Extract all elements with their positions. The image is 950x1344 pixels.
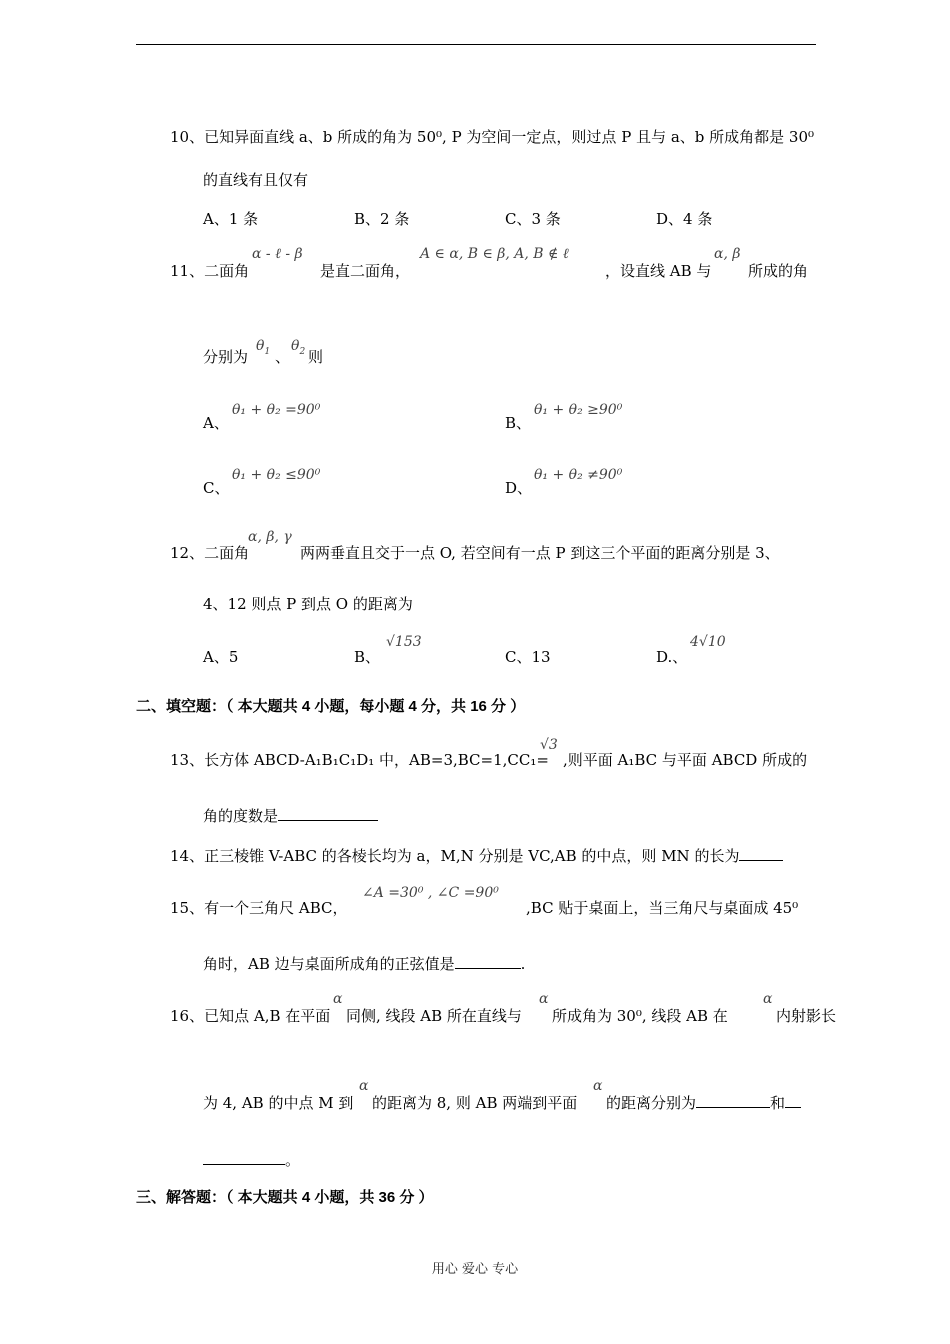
q16-alpha-4: α	[359, 1078, 369, 1094]
q11-line2a: 分别为	[203, 348, 249, 366]
q16-f: 的距离为 8, 则 AB 两端到平面	[372, 1094, 578, 1112]
q13-b: ,则平面 A₁BC 与平面 ABCD 所成的	[563, 751, 808, 769]
q16-alpha-3: α	[763, 991, 773, 1007]
q11-math-condition: A ∈ α, B ∈ β, A, B ∉ ℓ	[420, 246, 569, 262]
q12-option-b-math: √153	[386, 634, 422, 650]
q11-option-c-label: C、	[203, 479, 230, 497]
q11-end: 所成的角	[748, 262, 809, 280]
q11-option-a-label: A、	[203, 414, 229, 432]
q11-prefix: 11、二面角	[170, 262, 250, 280]
q12-rest: 两两垂直且交于一点 O, 若空间有一点 P 到这三个平面的距离分别是 3、	[300, 544, 780, 562]
q15-answer-blank[interactable]	[455, 954, 521, 969]
q12-math-planes: α, β, γ	[248, 529, 292, 545]
q11-line2b: 、	[275, 348, 291, 366]
q10-option-a: A、1 条	[203, 210, 259, 228]
q12-line2: 4、12 则点 P 到点 O 的距离为	[203, 595, 413, 613]
q11-mid: 是直二面角，	[320, 262, 411, 280]
q13-math-sqrt3: √3	[540, 737, 558, 753]
q16-line3: 。	[203, 1150, 300, 1170]
q12-option-a: A、5	[203, 648, 239, 666]
q11-option-c-math: θ₁ + θ₂ ≤90⁰	[232, 467, 321, 483]
page-footer: 用心 爱心 专心	[431, 1262, 519, 1277]
q12-option-d: D.、	[656, 648, 688, 666]
q12-option-b: B、	[354, 648, 381, 666]
section-2-heading: 二、填空题：（ 本大题共 4 小题，每小题 4 分，共 16 分 ）	[136, 698, 526, 715]
q11-suffix: ，设直线 AB 与	[605, 262, 712, 280]
header-rule	[136, 44, 816, 45]
q16-d: 内射影长	[776, 1007, 837, 1025]
q16-alpha-1: α	[333, 991, 343, 1007]
q15-math-angles: ∠A =30⁰ , ∠C =90⁰	[362, 885, 499, 901]
q10-option-c: C、3 条	[505, 210, 561, 228]
q14-line: 14、正三棱锥 V-ABC 的各棱长均为 a，M,N 分别是 VC,AB 的中点，则 MN 的长为	[170, 846, 783, 866]
q11-option-d-label: D、	[505, 479, 533, 497]
q16-e: 为 4, AB 的中点 M 到	[203, 1094, 354, 1112]
q11-option-a-math: θ₁ + θ₂ =90⁰	[232, 402, 321, 418]
q11-math-dihedral: α - ℓ - β	[252, 246, 303, 262]
q15-a: 15、有一个三角尺 ABC，	[170, 899, 348, 917]
q16-alpha-2: α	[539, 991, 549, 1007]
q16-a: 16、已知点 A,B 在平面	[170, 1007, 331, 1025]
q13-line2: 角的度数是	[203, 806, 378, 826]
q14-answer-blank[interactable]	[739, 846, 783, 861]
q10-line1: 10、已知异面直线 a、b 所成的角为 50⁰, P 为空间一定点，则过点 P 且与 a、b 所成角都是 30⁰	[170, 128, 815, 146]
q11-theta1: $\theta_1$	[256, 338, 271, 357]
q11-option-d-math: θ₁ + θ₂ ≠90⁰	[534, 467, 623, 483]
q11-math-planes: α, β	[714, 246, 741, 262]
q10-option-b: B、2 条	[354, 210, 410, 228]
q16-answer-blank-1[interactable]	[696, 1093, 770, 1108]
q16-alpha-5: α	[593, 1078, 603, 1094]
q15-b: ,BC 贴于桌面上，当三角尺与桌面成 45⁰	[526, 899, 799, 917]
q13-a: 13、长方体 ABCD-A₁B₁C₁D₁ 中，AB=3,BC=1,CC₁=	[170, 751, 549, 769]
q10-line2: 的直线有且仅有	[203, 171, 309, 189]
q16-g-line: 的距离分别为 和	[606, 1093, 801, 1113]
q13-answer-blank[interactable]	[278, 806, 378, 821]
q11-theta2: $\theta_2$	[291, 338, 306, 357]
q12-option-d-math: 4√10	[690, 634, 726, 650]
q15-line2: 角时，AB 边与桌面所成角的正弦值是 .	[203, 955, 526, 973]
q16-answer-blank-2b[interactable]	[203, 1150, 285, 1165]
q16-answer-blank-2a[interactable]	[785, 1093, 801, 1108]
q10-option-d: D、4 条	[656, 210, 713, 228]
q16-c: 所成角为 30⁰, 线段 AB 在	[552, 1007, 728, 1025]
q11-line2c: 则	[308, 348, 324, 366]
q16-b: 同侧, 线段 AB 所在直线与	[346, 1007, 522, 1025]
q12-prefix: 12、二面角	[170, 544, 250, 562]
q12-option-c: C、13	[505, 648, 551, 666]
q11-option-b-label: B、	[505, 414, 532, 432]
q11-option-b-math: θ₁ + θ₂ ≥90⁰	[534, 402, 623, 418]
section-3-heading: 三、解答题：（ 本大题共 4 小题，共 36 分 ）	[136, 1189, 434, 1206]
